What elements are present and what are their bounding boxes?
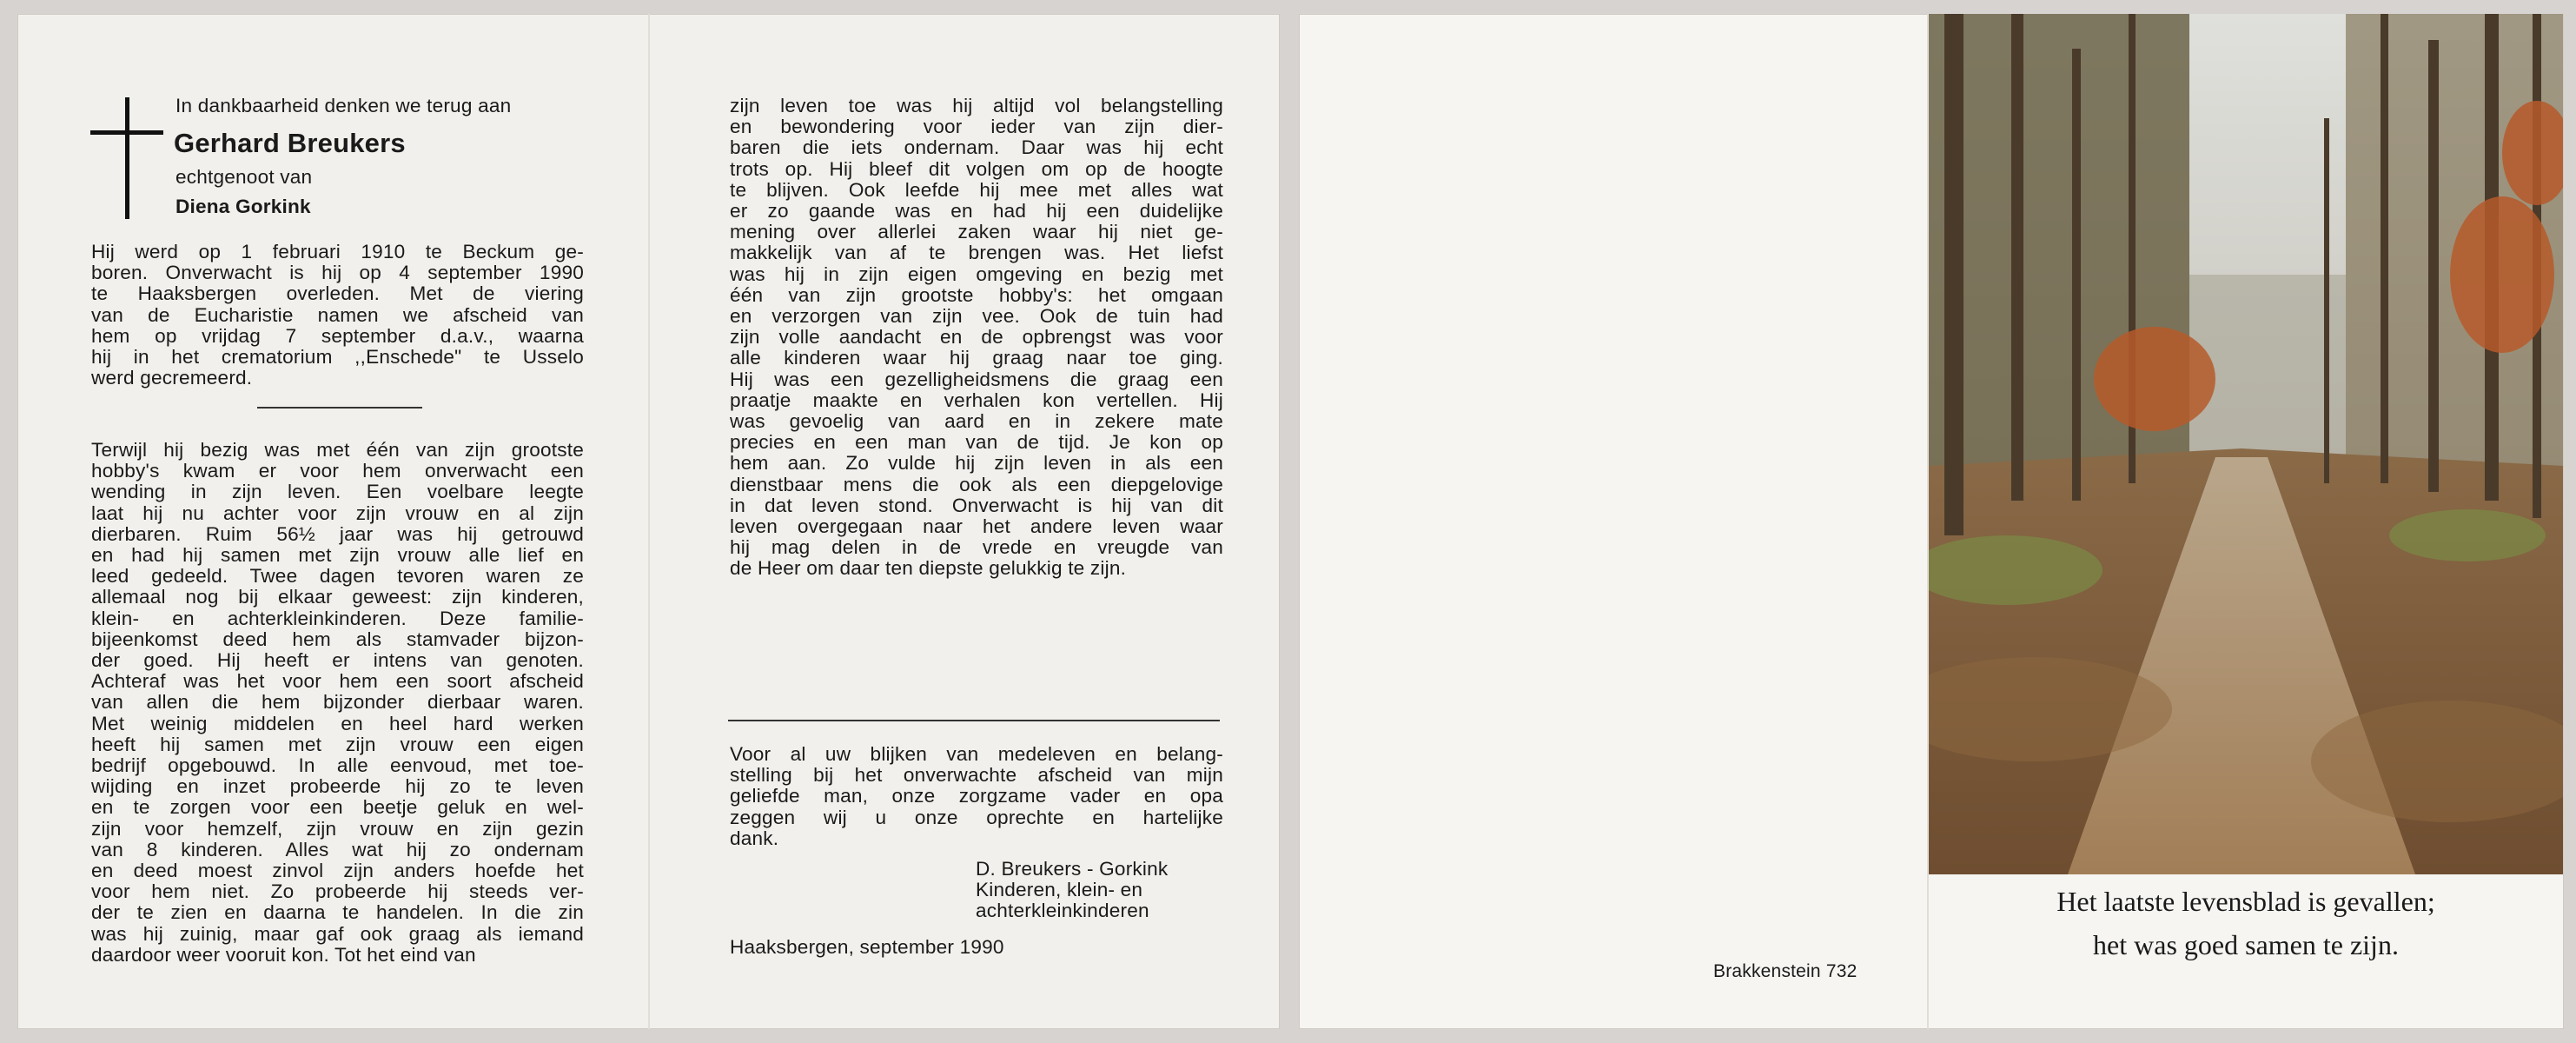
text-line: Voor al uw blijken van medeleven en belang- (730, 743, 1223, 765)
text-line: zijn voor hemzelf, zijn vrouw en zijn gezin (91, 817, 584, 840)
text-line: D. Breukers - Gorkink (976, 858, 1169, 880)
text-line: heeft hij samen met zijn vrouw een eigen (91, 733, 584, 755)
text-line: makkelijk van af te brengen was. Het liefst (730, 242, 1223, 264)
cross-icon-bar (90, 130, 163, 135)
text-line: mening over allerlei zaken waar hij niet ge- (730, 221, 1223, 243)
text-line: dienstbaar mens die ook als een diepgelovige (730, 473, 1223, 495)
text-line: klein- en achterkleinkinderen. Deze familie- (91, 607, 584, 629)
text-line: hem op vrijdag 7 september d.a.v., waarna (91, 324, 584, 347)
divider-long (728, 720, 1220, 721)
text-line: en te zorgen voor een beetje geluk en wel- (91, 796, 584, 819)
text-line: in dat leven stond. Onverwacht is hij van dit (730, 494, 1223, 516)
text-line: zeggen wij u onze oprechte en hartelijke (730, 806, 1223, 828)
text-line: te blijven. Ook leefde hij mee met alles wat (730, 178, 1223, 201)
text-line: leven overgegaan naar het andere leven waar (730, 515, 1223, 538)
text-line: wending in zijn leven. Een voelbare leegte (91, 481, 584, 503)
text-line: allemaal nog bij elkaar geweest: zijn kinderen, (91, 586, 584, 608)
deceased-name: Gerhard Breukers (174, 128, 406, 158)
text-line: en verzorgen van zijn vee. Ook de tuin had (730, 305, 1223, 328)
text-line: Hij werd op 1 februari 1910 te Beckum ge- (91, 241, 584, 262)
card-fold-line (648, 14, 650, 1029)
text-line: en had hij samen met zijn vrouw alle lief en (91, 544, 584, 567)
text-line: hij in het crematorium ,,Enschede" te Usselo (91, 346, 584, 369)
text-line: hem aan. Zo vulde hij zijn leven in als een (730, 452, 1223, 475)
text-line: van de Eucharistie namen we afscheid van (91, 303, 584, 326)
text-line: dank. (730, 827, 779, 849)
biography-paragraph (91, 242, 584, 389)
text-line: er zo gaande was en had hij een duidelijke (730, 200, 1223, 223)
text-line: alle kinderen waar hij graag naar toe ging. (730, 347, 1223, 369)
spouse-name: Diena Gorkink (175, 196, 311, 217)
text-line: voor hem niet. Zo probeerde hij steeds ver- (91, 880, 584, 903)
text-line: te Haaksbergen overleden. Met de viering (91, 282, 584, 305)
text-line: Terwijl hij bezig was met één van zijn grootste (91, 439, 584, 461)
text-line: was gevoelig van aard en in zekere mate (730, 410, 1223, 433)
thanks-paragraph (730, 744, 1223, 849)
forest-image (1929, 14, 2563, 874)
text-line: laat hij nu achter voor zijn vrouw en al zijn (91, 502, 584, 524)
text-line: leed gedeeld. Twee dagen tevoren waren ze (91, 565, 584, 588)
text-line: praatje maakte en verhalen kon vertellen. Hij (730, 389, 1223, 411)
autumn-forest-path-photo (1929, 14, 2563, 874)
intro-text: In dankbaarheid denken we terug aan (175, 95, 512, 116)
text-line: de Heer om daar ten diepste gelukkig te zijn. (730, 557, 1127, 580)
text-line: werd gecremeerd. (91, 367, 253, 389)
text-line: en bewondering voor ieder van zijn dier- (730, 116, 1223, 138)
story-continued-paragraph (730, 96, 1223, 580)
text-line: was hij zuinig, maar gaf ook graag als iemand (91, 922, 584, 945)
text-line: van allen die hem bijzonder dierbaar waren. (91, 691, 584, 714)
text-line: geliefde man, onze zorgzame vader en opa (730, 785, 1223, 807)
text-line: der te zien en daarna te handelen. In die zin (91, 901, 584, 924)
printer-code: Brakkenstein 732 (1713, 961, 1858, 981)
signature-block (976, 859, 1168, 922)
text-line: één van zijn grootste hobby's: het omgaan (730, 283, 1223, 306)
text-line: was hij in zijn eigen omgeving en bezig met (730, 262, 1223, 285)
text-line: zijn volle aandacht en de opbrengst was voor (730, 326, 1223, 349)
poem-caption (1929, 880, 2563, 967)
text-line: stelling bij het onverwachte afscheid van mijn (730, 764, 1223, 787)
text-line: Kinderen, klein- en (976, 879, 1143, 901)
text-line: hobby's kwam er voor hem onverwacht een (91, 460, 584, 482)
text-line: zijn leven toe was hij altijd vol belangstelling (730, 95, 1223, 116)
text-line: en deed moest zinvol zijn anders hoefde het (91, 860, 584, 882)
spouse-label: echtgenoot van (175, 166, 313, 188)
text-line: boren. Onverwacht is hij op 4 september 1990 (91, 262, 584, 284)
text-line: der goed. Hij heeft er intens van genoten. (91, 649, 584, 672)
text-line: van 8 kinderen. Alles wat hij zo ondernam (91, 838, 584, 860)
text-line: achterkleinkinderen (976, 900, 1149, 922)
text-line: bedrijf opgebouwd. In alle eenvoud, met toe- (91, 754, 584, 777)
text-line: precies en een man van de tijd. Je kon op (730, 431, 1223, 454)
text-line: daardoor weer vooruit kon. Tot het eind van (91, 943, 476, 966)
text-line: hij mag delen in de vrede en vreugde van (730, 536, 1223, 559)
text-line: bijeenkomst deed hem als stamvader bijzon- (91, 628, 584, 650)
text-line: Het laatste levensblad is gevallen; (2056, 886, 2435, 917)
place-date: Haaksbergen, september 1990 (730, 936, 1004, 958)
cross-icon (125, 97, 129, 219)
story-paragraph (91, 440, 584, 966)
divider (257, 407, 422, 409)
text-line: trots op. Hij bleef dit volgen om op de hoogte (730, 157, 1223, 180)
text-line: wijding en inzet probeerde hij zo te leven (91, 775, 584, 798)
text-line: Achteraf was het voor hem een soort afscheid (91, 670, 584, 693)
text-line: baren die iets ondernam. Daar was hij echt (730, 136, 1223, 159)
text-line: het was goed samen te zijn. (2093, 929, 2399, 960)
text-line: dierbaren. Ruim 56½ jaar was hij getrouwd (91, 522, 584, 545)
text-line: Hij was een gezelligheidsmens die graag een (730, 368, 1223, 390)
text-line: Met weinig middelen en heel hard werken (91, 712, 584, 734)
